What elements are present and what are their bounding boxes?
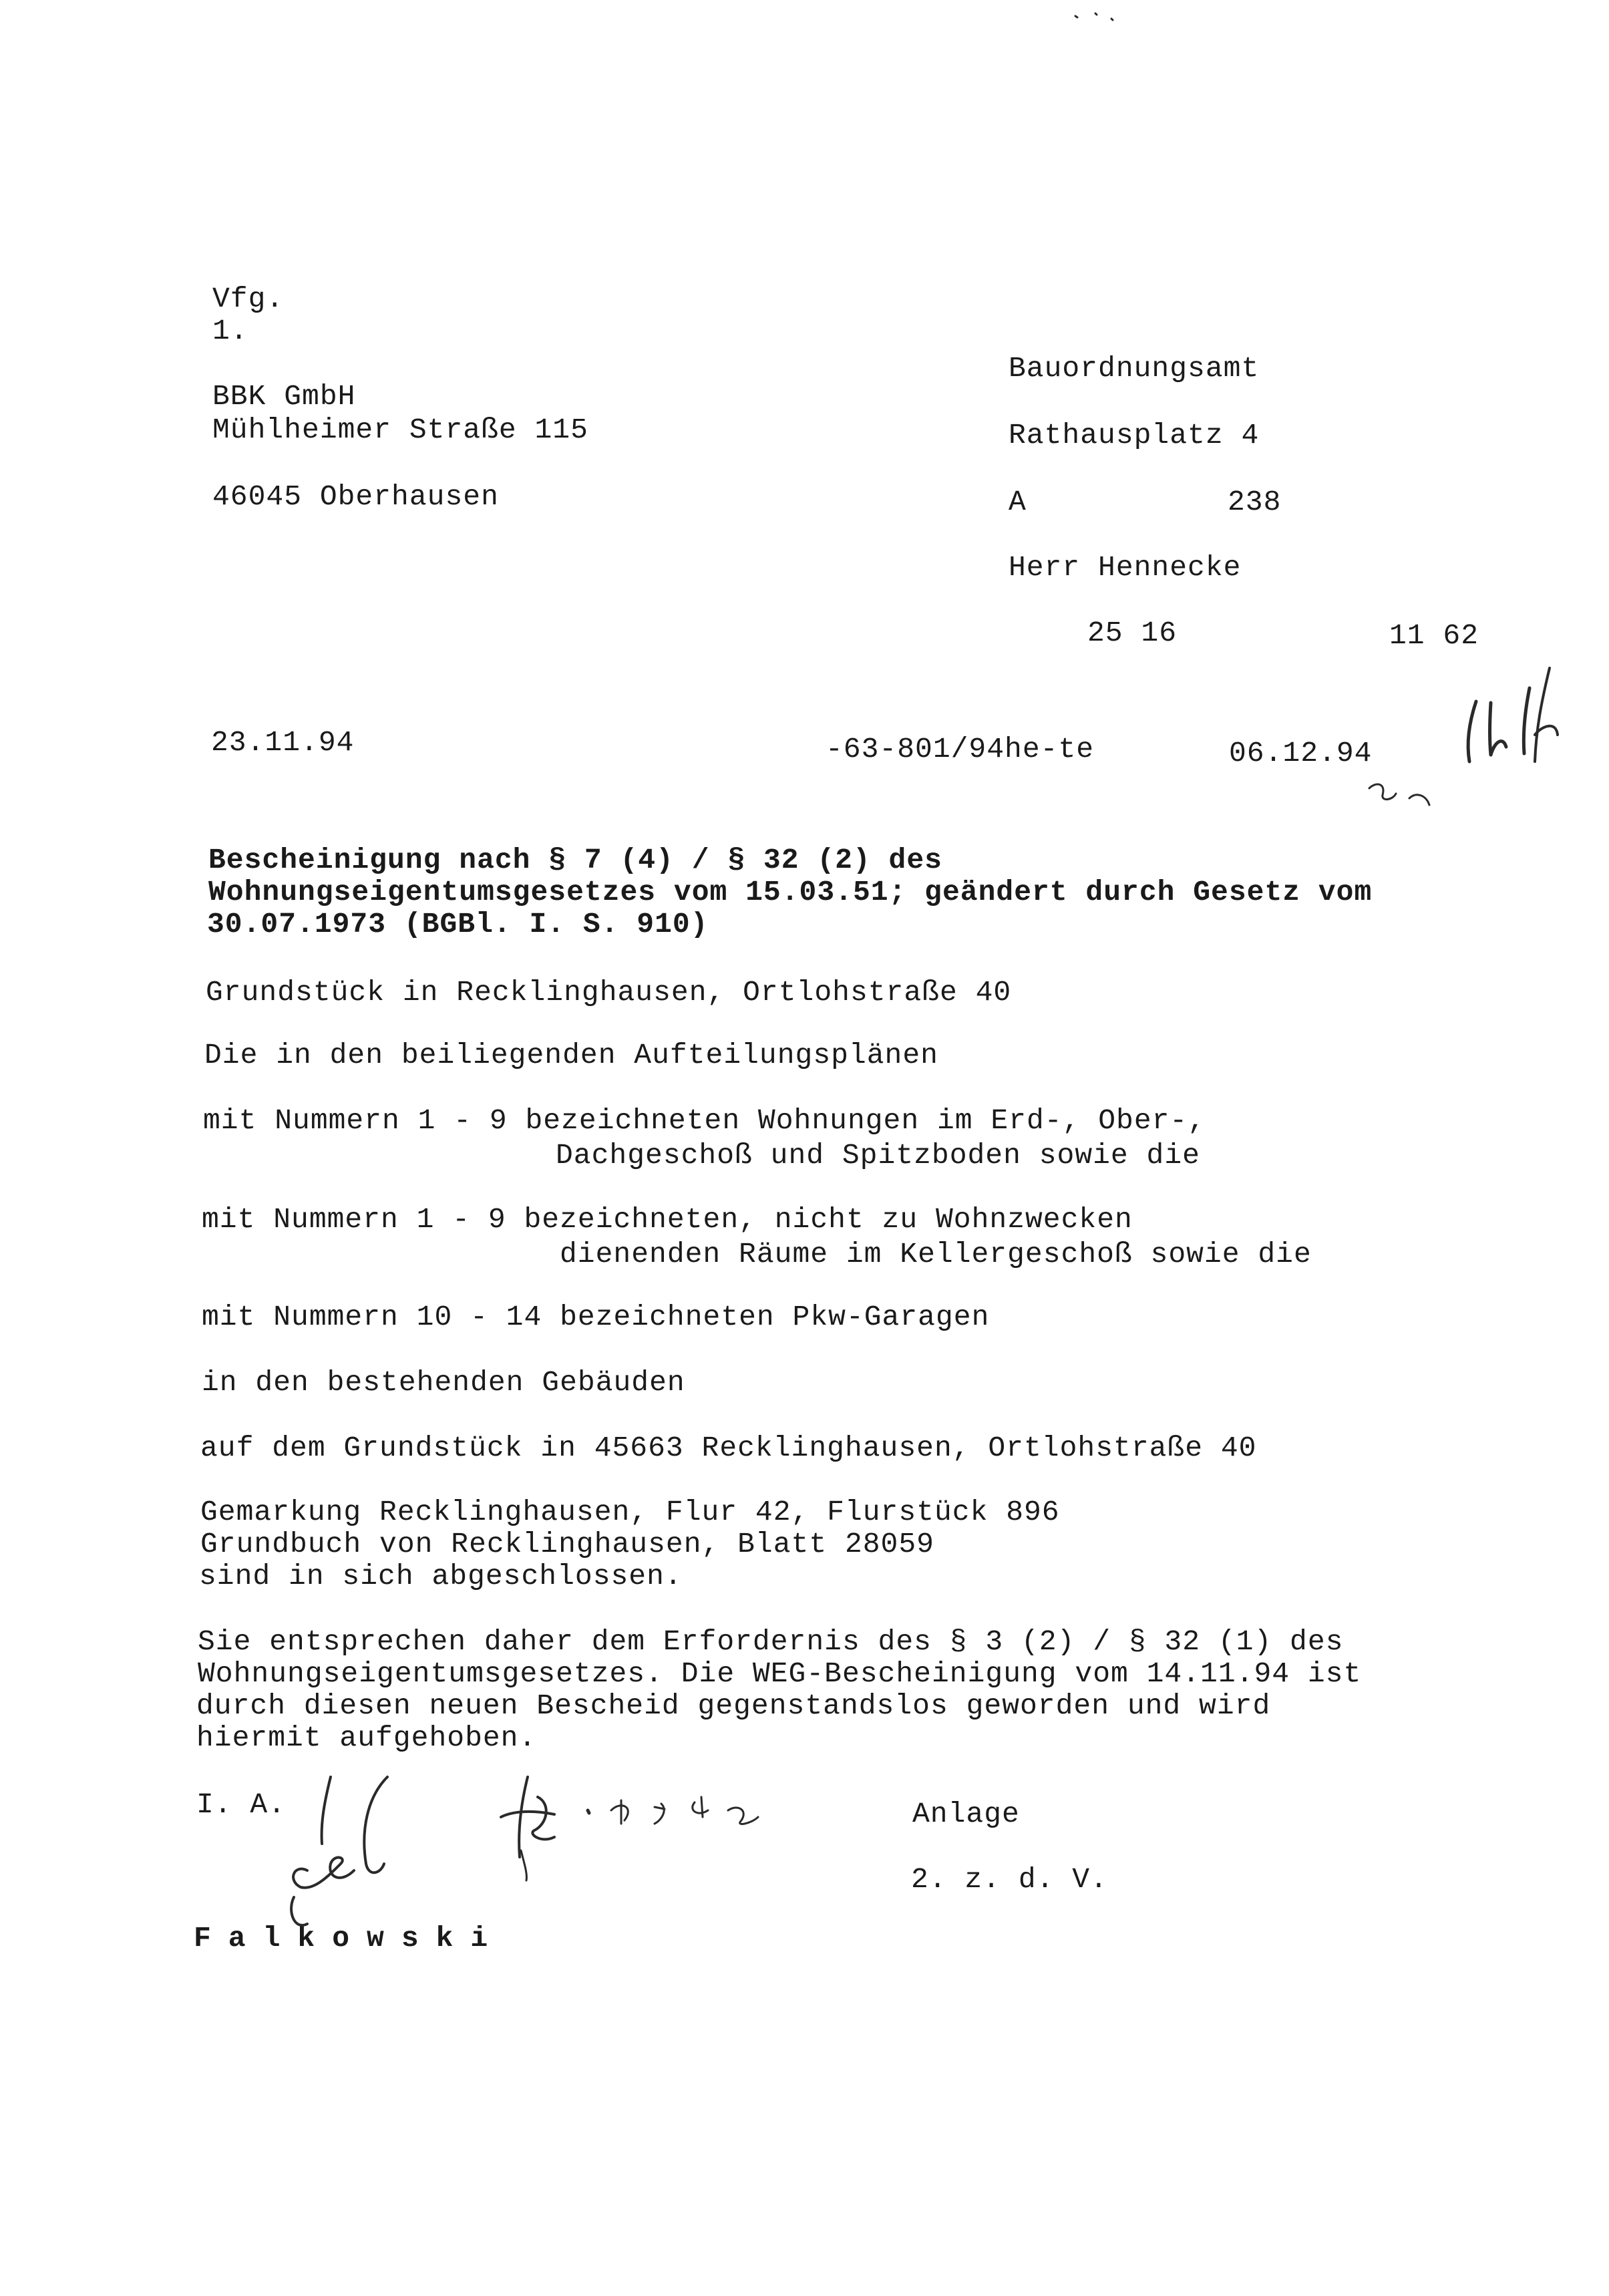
body-conclusion-1: Sie entsprechen daher dem Erfordernis des § 3 (2) / § 32 (1) des bbox=[198, 1625, 1344, 1658]
sender-address: Rathausplatz 4 bbox=[1009, 419, 1260, 452]
body-gemarkung: Gemarkung Recklinghausen, Flur 42, Flurstück 896 bbox=[200, 1496, 1060, 1528]
body-buildings: in den bestehenden Gebäuden bbox=[202, 1366, 685, 1399]
sender-contact: Herr Hennecke bbox=[1009, 551, 1242, 584]
body-closed: sind in sich abgeschlossen. bbox=[199, 1560, 683, 1593]
faint-stamp-mark-icon bbox=[1363, 768, 1456, 815]
sender-room-number: 238 bbox=[1228, 486, 1282, 518]
scan-speck-icon bbox=[1069, 4, 1122, 24]
body-parcel: Grundstück in Recklinghausen, Ortlohstraße 40 bbox=[206, 976, 1012, 1009]
body-rooms-2: dienenden Räume im Kellergeschoß sowie die bbox=[560, 1238, 1312, 1271]
closing-name: Falkowski bbox=[194, 1922, 506, 1955]
closing-anlage: Anlage bbox=[912, 1798, 1020, 1830]
body-apartments-1: mit Nummern 1 - 9 bezeichneten Wohnungen im Erd-, Ober-, bbox=[203, 1104, 1206, 1137]
vfg-number: 1. bbox=[212, 315, 248, 347]
subject-line-1: Bescheinigung nach § 7 (4) / § 32 (2) des bbox=[208, 844, 942, 876]
body-conclusion-4: hiermit aufgehoben. bbox=[196, 1721, 537, 1754]
body-grundbuch: Grundbuch von Recklinghausen, Blatt 28059 bbox=[200, 1528, 934, 1561]
subject-line-3: 30.07.1973 (BGBl. I. S. 910) bbox=[207, 908, 709, 941]
body-intro: Die in den beiliegenden Aufteilungsplänen bbox=[204, 1039, 938, 1072]
body-conclusion-3: durch diesen neuen Bescheid gegenstandslos geworden und wird bbox=[196, 1689, 1271, 1722]
addressee-name: BBK GmbH bbox=[212, 380, 356, 413]
body-garages: mit Nummern 10 - 14 bezeichneten Pkw-Garagen bbox=[202, 1301, 990, 1333]
initials-date-mark-icon bbox=[488, 1770, 781, 1884]
body-conclusion-2: Wohnungseigentumsgesetzes. Die WEG-Bescheinigung vom 14.11.94 ist bbox=[198, 1657, 1362, 1690]
ref-date-1: 23.11.94 bbox=[211, 726, 355, 759]
vfg-label: Vfg. bbox=[212, 283, 285, 315]
ref-reference: -63-801/94he-te bbox=[826, 733, 1095, 766]
body-plot: auf dem Grundstück in 45663 Recklinghausen, Ortlohstraße 40 bbox=[200, 1432, 1257, 1464]
handwritten-mark-icon bbox=[1449, 661, 1576, 775]
closing-zdv: 2. z. d. V. bbox=[911, 1863, 1108, 1896]
sender-phone-b: 11 62 bbox=[1389, 619, 1479, 652]
signature-icon bbox=[267, 1764, 421, 1937]
addressee-street: Mühlheimer Straße 115 bbox=[212, 414, 588, 446]
body-apartments-2: Dachgeschoß und Spitzboden sowie die bbox=[556, 1139, 1200, 1172]
addressee-city: 46045 Oberhausen bbox=[212, 480, 499, 513]
ref-date-2: 06.12.94 bbox=[1229, 737, 1373, 770]
sender-phone-a: 25 16 bbox=[1087, 617, 1178, 649]
sender-room-letter: A bbox=[1009, 486, 1027, 518]
body-rooms-1: mit Nummern 1 - 9 bezeichneten, nicht zu Wohnzwecken bbox=[202, 1203, 1133, 1236]
subject-line-2: Wohnungseigentumsgesetzes vom 15.03.51; geändert durch Gesetz vom bbox=[208, 876, 1373, 909]
closing-ia: I. A. bbox=[196, 1788, 287, 1821]
sender-office: Bauordnungsamt bbox=[1009, 352, 1260, 385]
